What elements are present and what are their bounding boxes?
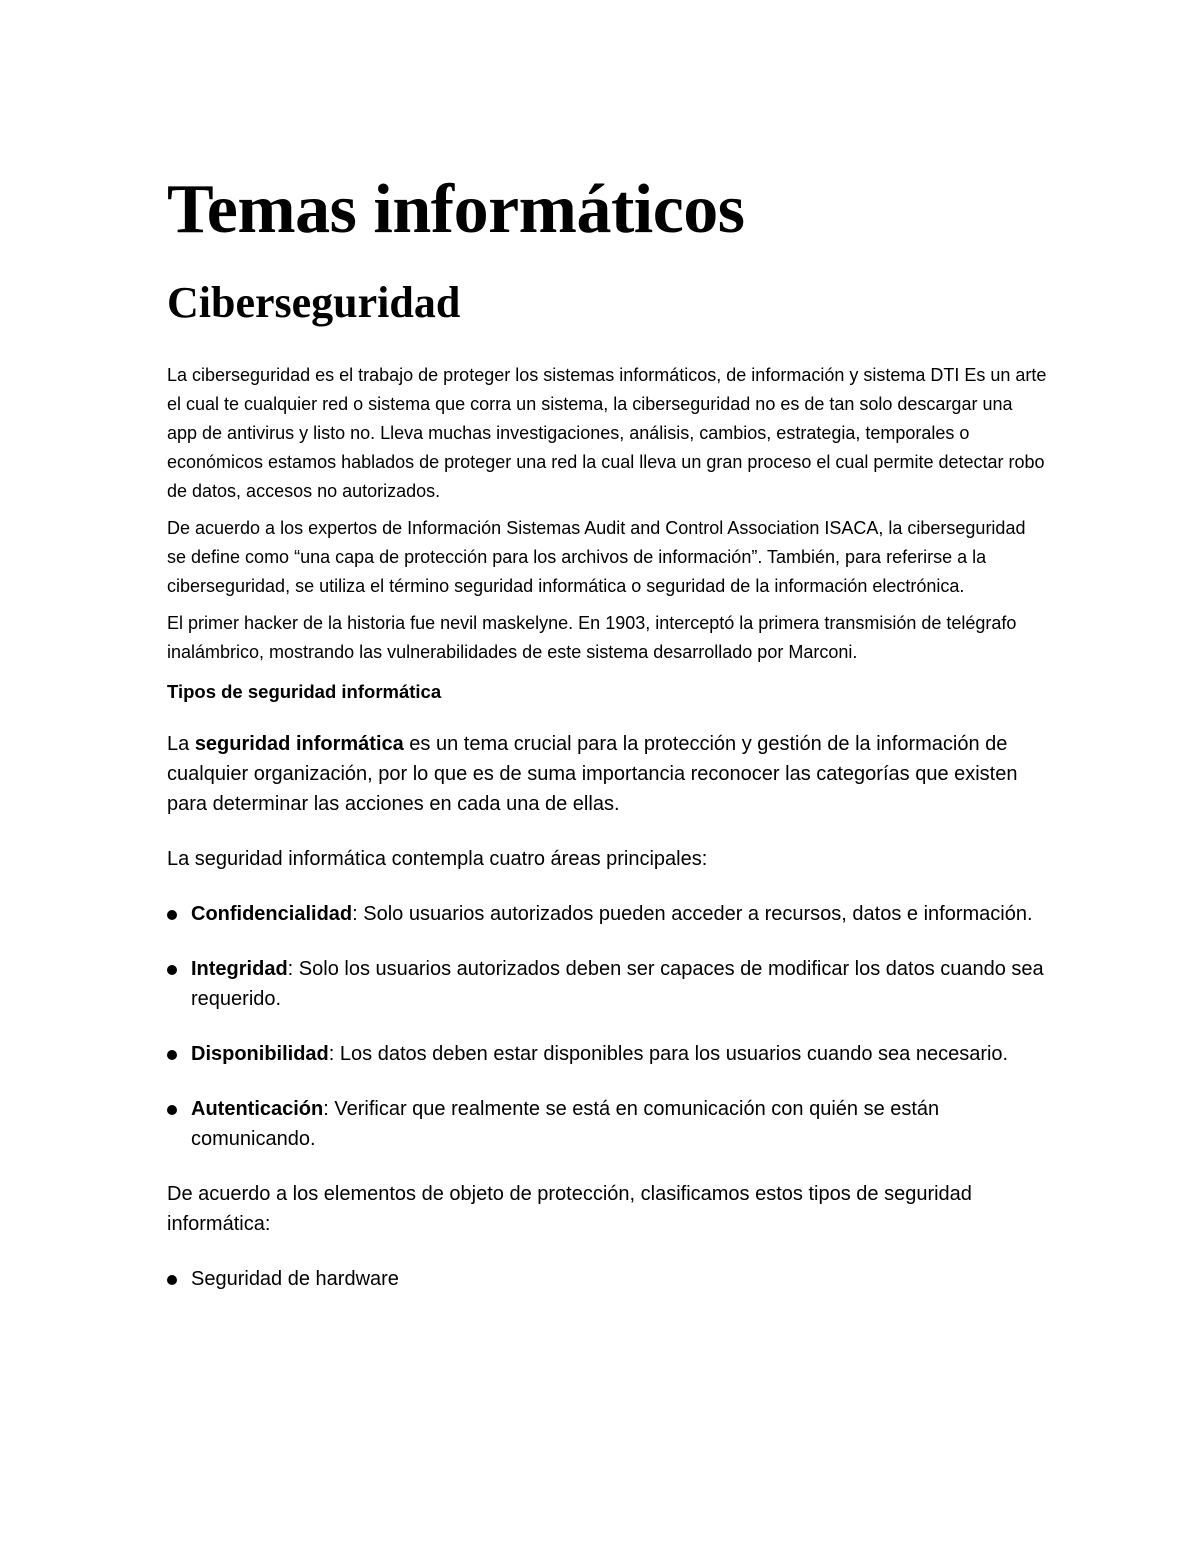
paragraph-areas-intro: La seguridad informática contempla cuatro áreas principales: (167, 848, 708, 870)
type-label: Seguridad de hardware (191, 1268, 399, 1290)
paragraph-definition: La ciberseguridad es el trabajo de proteger los sistemas informáticos, de información y sistema DTI Es un arte el cual te cualquier red o sistema que corra un sistema, la ciberseguridad no es de tan solo descargar una app de antivirus y listo no. Lleva muchas investigaciones, análisis, cambios, estrategia, temporales o económicos estamos hablados de proteger una red la cual lleva un gran proceso el cual permite detectar robo de datos, accesos no autorizados. (167, 365, 1047, 501)
paragraph-isaca: De acuerdo a los expertos de Información Sistemas Audit and Control Association ISACA, la ciberseguridad se define como “una capa de protección para los archivos de información”. También, para referirse a la ciberseguridad, se utiliza el término seguridad informática o seguridad de la información electrónica. (167, 518, 1026, 596)
area-term: Disponibilidad (191, 1043, 329, 1065)
document-title: Temas informáticos (167, 171, 745, 248)
area-desc: : Verificar que realmente se está en comunicación con quién se están comunicando. (191, 1098, 940, 1150)
area-term: Autenticación (191, 1098, 324, 1120)
subheading-types: Tipos de seguridad informática (167, 681, 442, 702)
area-term: Confidencialidad (191, 903, 353, 925)
paragraph-history: El primer hacker de la historia fue nevil maskelyne. En 1903, interceptó la primera transmisión de telégrafo inalámbrico, mostrando las vulnerabilidades de este sistema desarrollado por Marconi. (167, 613, 1017, 662)
area-desc: : Los datos deben estar disponibles para los usuarios cuando sea necesario. (328, 1043, 1009, 1065)
bullet-icon (167, 965, 177, 975)
bullet-icon (167, 1050, 177, 1060)
document-content (167, 170, 1047, 1294)
bullet-icon (167, 1275, 177, 1285)
list-item-area (167, 1039, 1047, 1069)
section-heading: Ciberseguridad (167, 278, 461, 327)
bullet-icon (167, 1105, 177, 1115)
list-item-area (167, 954, 1047, 1014)
area-desc: : Solo usuarios autorizados pueden acceder a recursos, datos e información. (352, 903, 1033, 925)
area-term: Integridad (191, 958, 288, 980)
area-desc: : Solo los usuarios autorizados deben ser capaces de modificar los datos cuando sea requerido. (191, 958, 1044, 1010)
paragraph-intro (167, 729, 1047, 819)
list-item-area (167, 1094, 1047, 1154)
intro-suffix: es un tema crucial para la protección y gestión de la información de cualquier organización, por lo que es de suma importancia reconocer las categorías que existen para determinar las acciones en cada una de ellas. (167, 733, 1018, 815)
intro-prefix: La (167, 733, 195, 755)
bullet-icon (167, 910, 177, 920)
paragraph-types-intro: De acuerdo a los elementos de objeto de protección, clasificamos estos tipos de seguridad informática: (167, 1183, 972, 1235)
intro-bold-term: seguridad informática (194, 733, 404, 755)
list-item-type (167, 1264, 1047, 1294)
list-item-area (167, 899, 1047, 929)
